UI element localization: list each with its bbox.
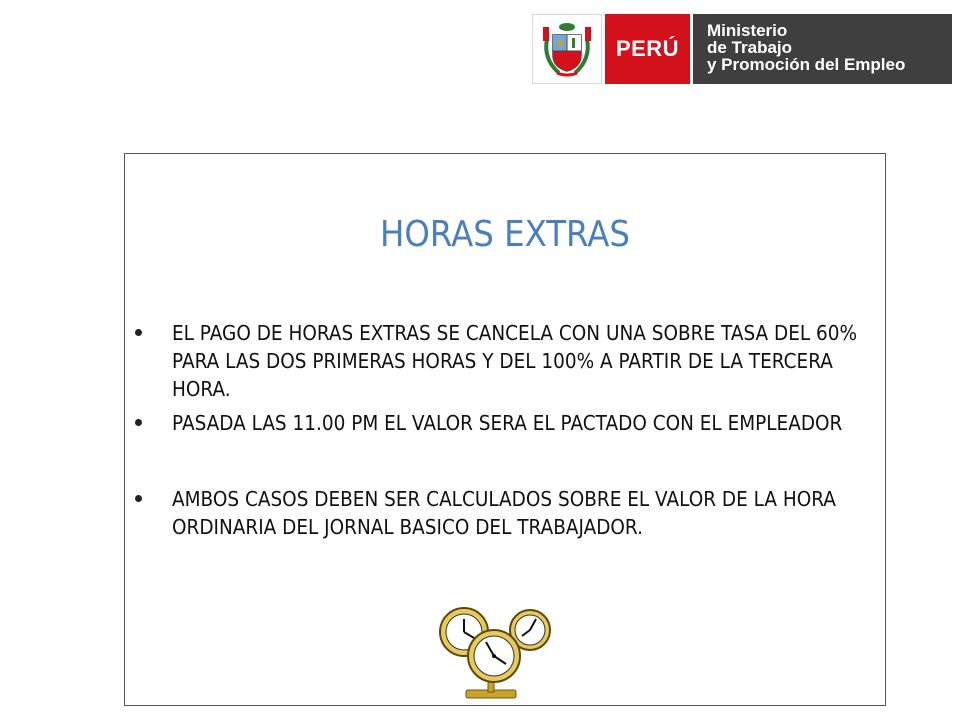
bullet-item [135,485,875,541]
bullet-text: PASADA LAS 11.00 PM EL VALOR SERA EL PACTADO CON EL EMPLEADOR [172,411,843,435]
coat-of-arms [532,14,602,84]
clocks-clipart-icon [436,604,556,704]
bullet-item [135,409,875,437]
ministry-line-3: y Promoción del Empleo [707,55,906,74]
ministry-line-1: Ministerio [707,21,788,40]
bullet-list [135,319,875,541]
peru-coat-of-arms-icon [539,19,595,79]
country-name: PERÚ [615,36,680,61]
ministry-logo [532,14,952,84]
ministry-name [693,14,952,84]
slide-title: HORAS EXTRAS [380,214,630,255]
peru-badge [602,14,693,84]
bullet-dot [135,495,142,502]
bullet-text: EL PAGO DE HORAS EXTRAS SE CANCELA CON UNA SOBRE TASA DEL 60% PARA LAS DOS PRIMERAS HORAS Y DEL 100% A PARTIR DE LA TERCERA HORA. [172,321,858,401]
bullet-dot [135,329,142,336]
bullet-item [135,319,875,403]
ministry-line-2: de Trabajo [707,38,793,57]
bullet-dot [135,419,142,426]
bullet-text: AMBOS CASOS DEBEN SER CALCULADOS SOBRE EL VALOR DE LA HORA ORDINARIA DEL JORNAL BASICO DEL TRABAJADOR. [172,487,836,539]
